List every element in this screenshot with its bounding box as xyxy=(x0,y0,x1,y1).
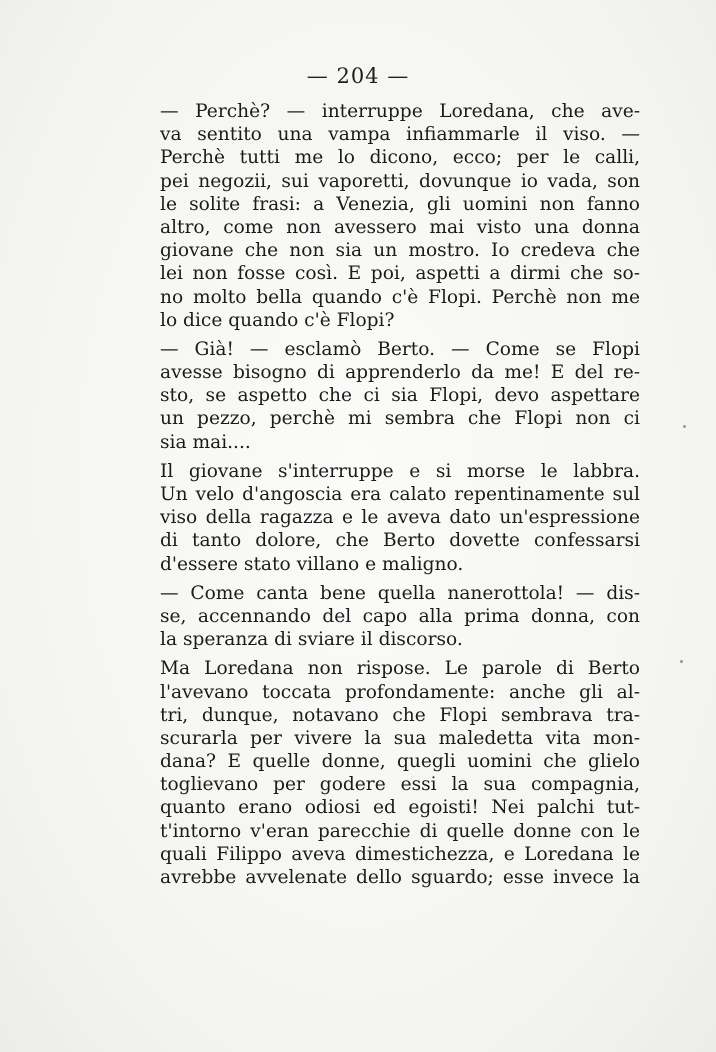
text-line: avrebbe avvelenate dello sguardo; esse invece la xyxy=(160,867,640,888)
text-line: toglievano per godere essi la sua compagnia, xyxy=(160,774,640,796)
text-line: di tanto dolore, che Berto dovette confessarsi xyxy=(160,530,640,552)
text-line: d'essere stato villano e maligno. xyxy=(160,553,464,575)
text-line: giovane che non sia un mostro. Io credeva che xyxy=(160,240,640,262)
text-line: se, accennando del capo alla prima donna, con xyxy=(160,605,640,627)
paragraph xyxy=(160,460,640,576)
ink-speck xyxy=(683,425,686,428)
text-line: — Come canta bene quella nanerottola! — dis- xyxy=(160,582,640,604)
text-line: le solite frasi: a Venezia, gli uomini non fanno xyxy=(160,193,640,215)
page-number: — 204 — xyxy=(306,64,410,88)
text-line: dana? E quelle donne, quegli uomini che glielo xyxy=(160,751,640,773)
body-text xyxy=(160,100,640,889)
paragraph xyxy=(160,582,640,652)
text-line: avesse bisogno di apprenderlo da me! E del re- xyxy=(160,362,640,384)
text-line: altro, come non avessero mai visto una donna xyxy=(160,216,640,238)
text-line: va sentito una vampa infiammarle il viso. — xyxy=(160,124,640,146)
ink-speck xyxy=(680,660,683,663)
paragraph xyxy=(160,338,640,454)
paragraph xyxy=(160,100,640,332)
text-line: Ma Loredana non rispose. Le parole di Berto xyxy=(160,658,640,680)
text-line: un pezzo, perchè mi sembra che Flopi non ci xyxy=(160,408,640,430)
text-line: Il giovane s'interruppe e si morse le labbra. xyxy=(160,460,640,482)
text-line: pei negozii, sui vaporetti, dovunque io vada, son xyxy=(160,170,640,192)
paragraph xyxy=(160,657,640,889)
text-line: lo dice quando c'è Flopi? xyxy=(160,309,395,331)
text-line: t'intorno v'eran parecchie di quelle donne con le xyxy=(160,820,640,842)
text-line: Perchè tutti me lo dicono, ecco; per le calli, xyxy=(160,147,640,169)
text-line: viso della ragazza e le aveva dato un'espressione xyxy=(160,507,640,529)
text-line: lei non fosse così. E poi, aspetti a dirmi che so- xyxy=(160,263,640,285)
text-line: scurarla per vivere la sua maledetta vita mon- xyxy=(160,727,640,749)
text-line: — Già! — esclamò Berto. — Come se Flopi xyxy=(160,338,640,360)
text-line: quali Filippo aveva dimestichezza, e Loredana le xyxy=(160,843,640,865)
text-line: Un velo d'angoscia era calato repentinamente sul xyxy=(160,484,640,505)
text-line: sia mai.... xyxy=(160,431,251,453)
text-line: sto, se aspetto che ci sia Flopi, devo aspettare xyxy=(160,385,640,407)
text-line: — Perchè? — interruppe Loredana, che ave- xyxy=(160,101,640,122)
text-line: la speranza di sviare il discorso. xyxy=(160,629,463,651)
text-line: no molto bella quando c'è Flopi. Perchè non me xyxy=(160,286,640,308)
text-line: quanto erano odiosi ed egoisti! Nei palchi tut- xyxy=(160,797,640,819)
text-line: tri, dunque, notavano che Flopi sembrava tra- xyxy=(160,704,640,726)
text-line: l'avevano toccata profondamente: anche gli al- xyxy=(160,681,640,703)
